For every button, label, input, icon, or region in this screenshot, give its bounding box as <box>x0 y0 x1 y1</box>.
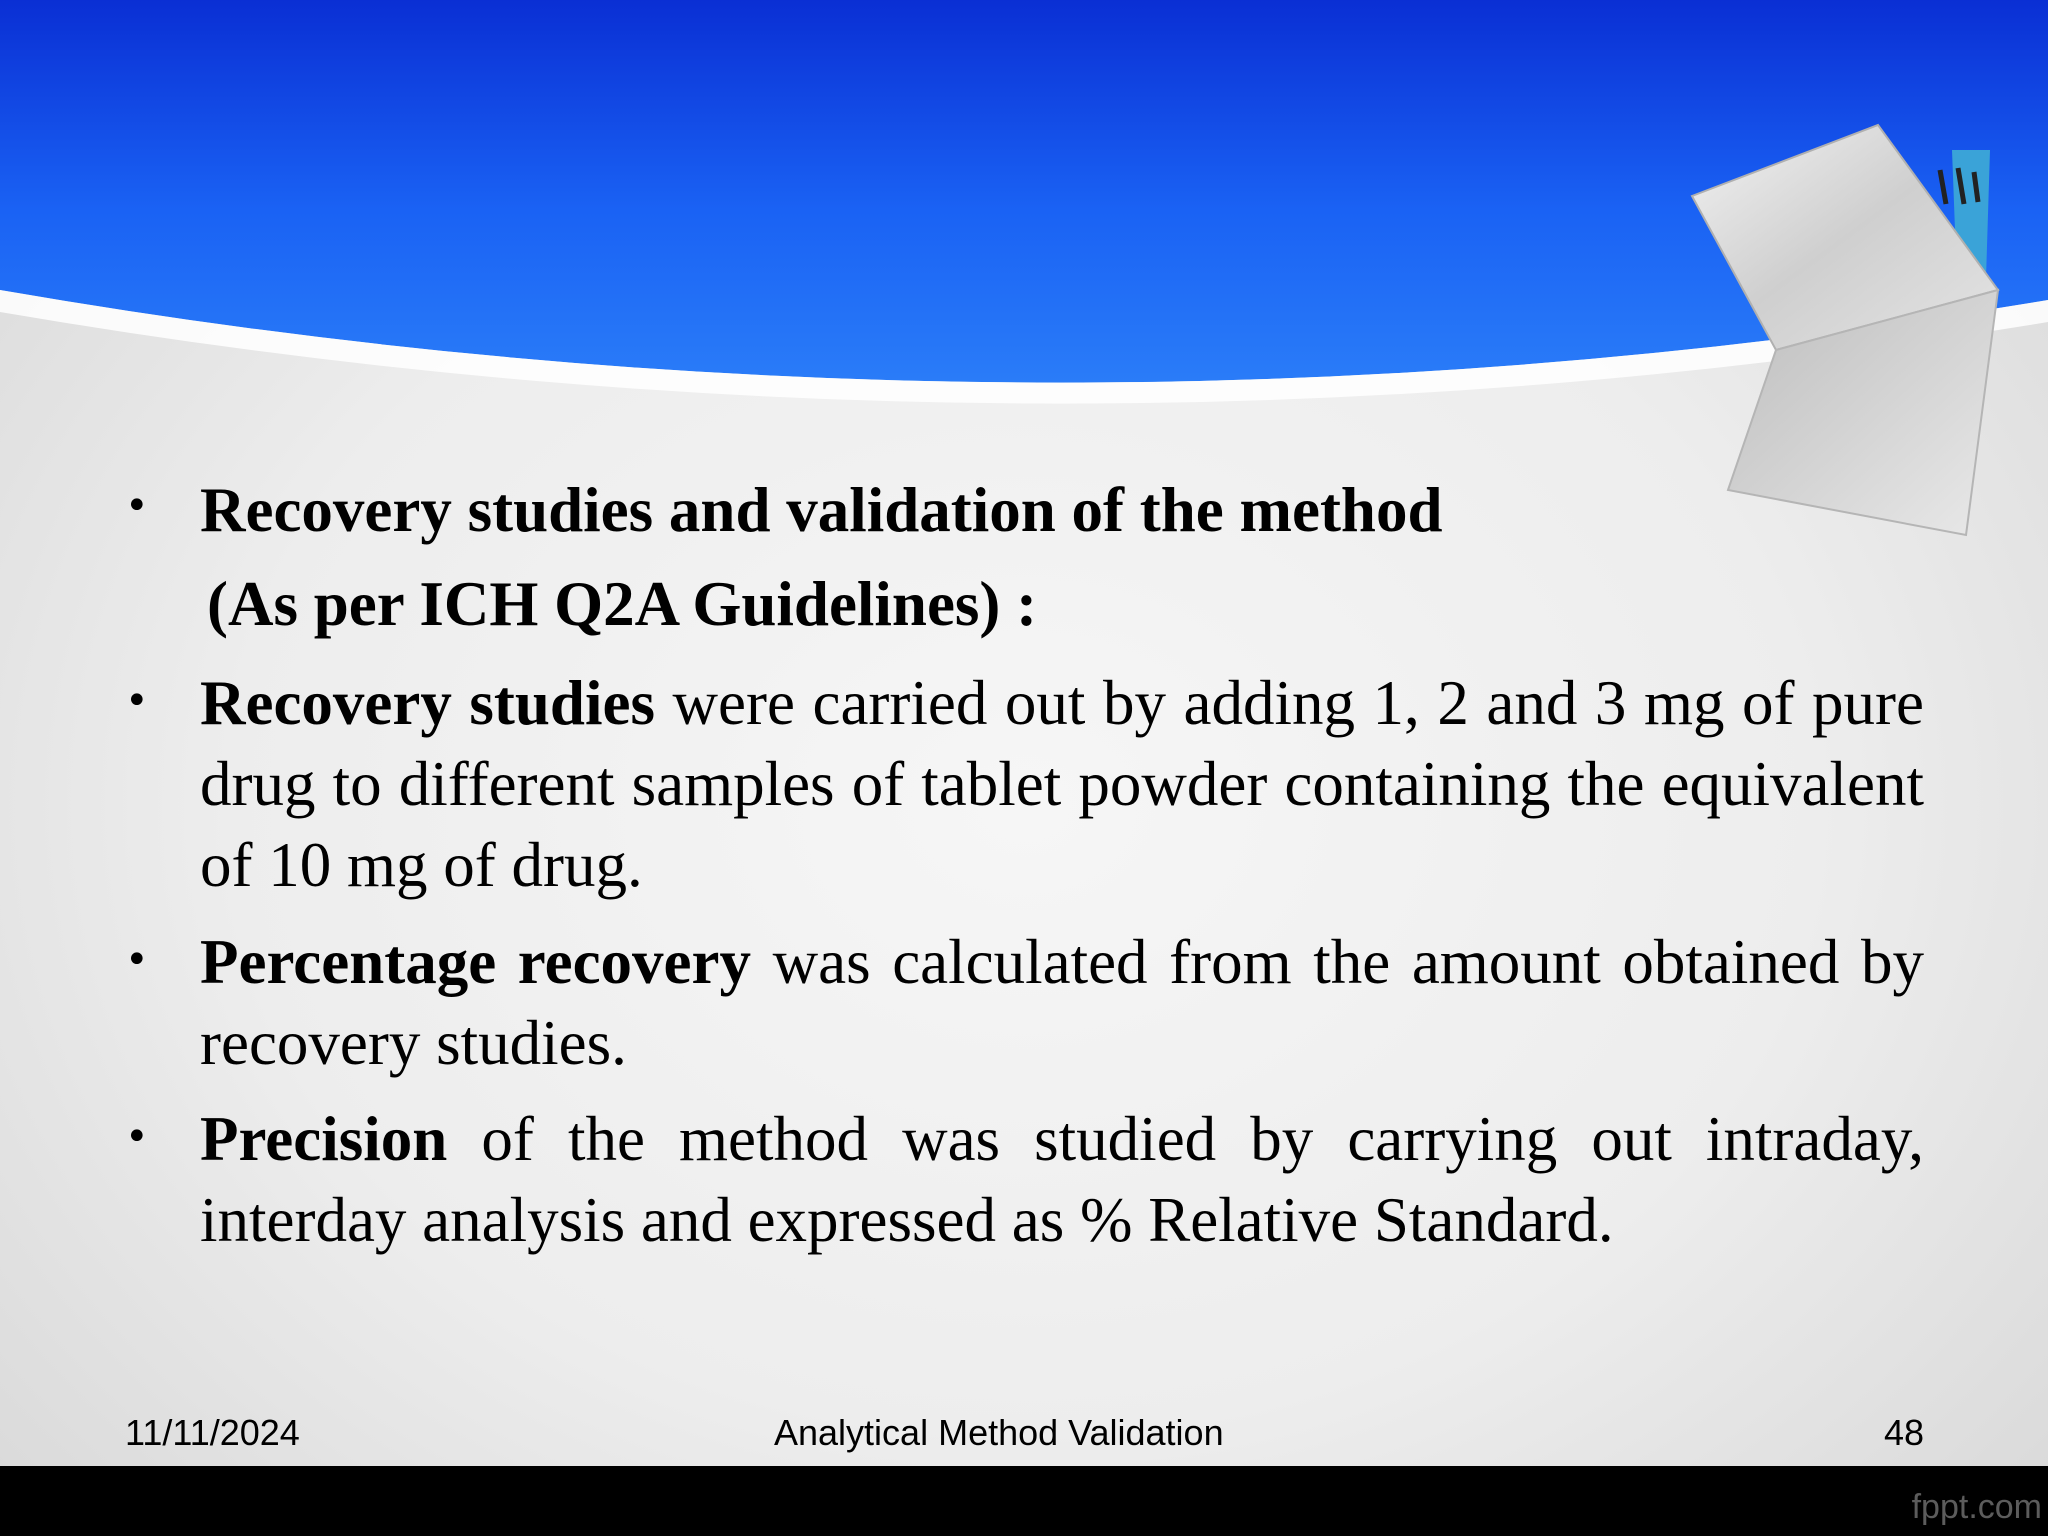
bullet-2-bold: Recovery studies <box>200 668 655 738</box>
footer-page-number: 48 <box>1883 1412 1924 1453</box>
bullet-3-bold: Percentage recovery <box>200 927 751 997</box>
bullet-2-rest: were carried out by adding 1, 2 and 3 mg of pure drug to different samples of tablet powder containing the equivalent of 10 mg of drug. <box>200 668 1925 900</box>
bullet-1-icon: • <box>125 483 149 529</box>
footer-date: 11/11/2024 <box>125 1412 300 1453</box>
bullet-4-text <box>200 1099 1924 1261</box>
guidelines-subline: (As per ICH Q2A Guidelines) : <box>207 569 1038 639</box>
bullet-2-text <box>200 663 1924 906</box>
bullet-3-icon: • <box>125 937 149 983</box>
footer-title: Analytical Method Validation <box>774 1412 1224 1453</box>
bullet-3-rest: was calculated from the amount obtained by recovery studies. <box>200 927 1924 1078</box>
watermark: fppt.com <box>1911 1488 2042 1526</box>
bullet-4-rest: of the method was studied by carrying out intraday, interday analysis and expressed as % Relative Standard. <box>200 1104 1924 1255</box>
bullet-4-bold: Precision <box>200 1104 448 1174</box>
bullet-4-icon: • <box>125 1114 149 1160</box>
bullet-1-text <box>200 470 1924 551</box>
bullet-3-text <box>200 922 1924 1084</box>
bullet-2-icon: • <box>125 678 149 724</box>
bottom-bar <box>0 1466 2048 1536</box>
bullet-1-bold: Recovery studies and validation of the method <box>200 475 1443 545</box>
